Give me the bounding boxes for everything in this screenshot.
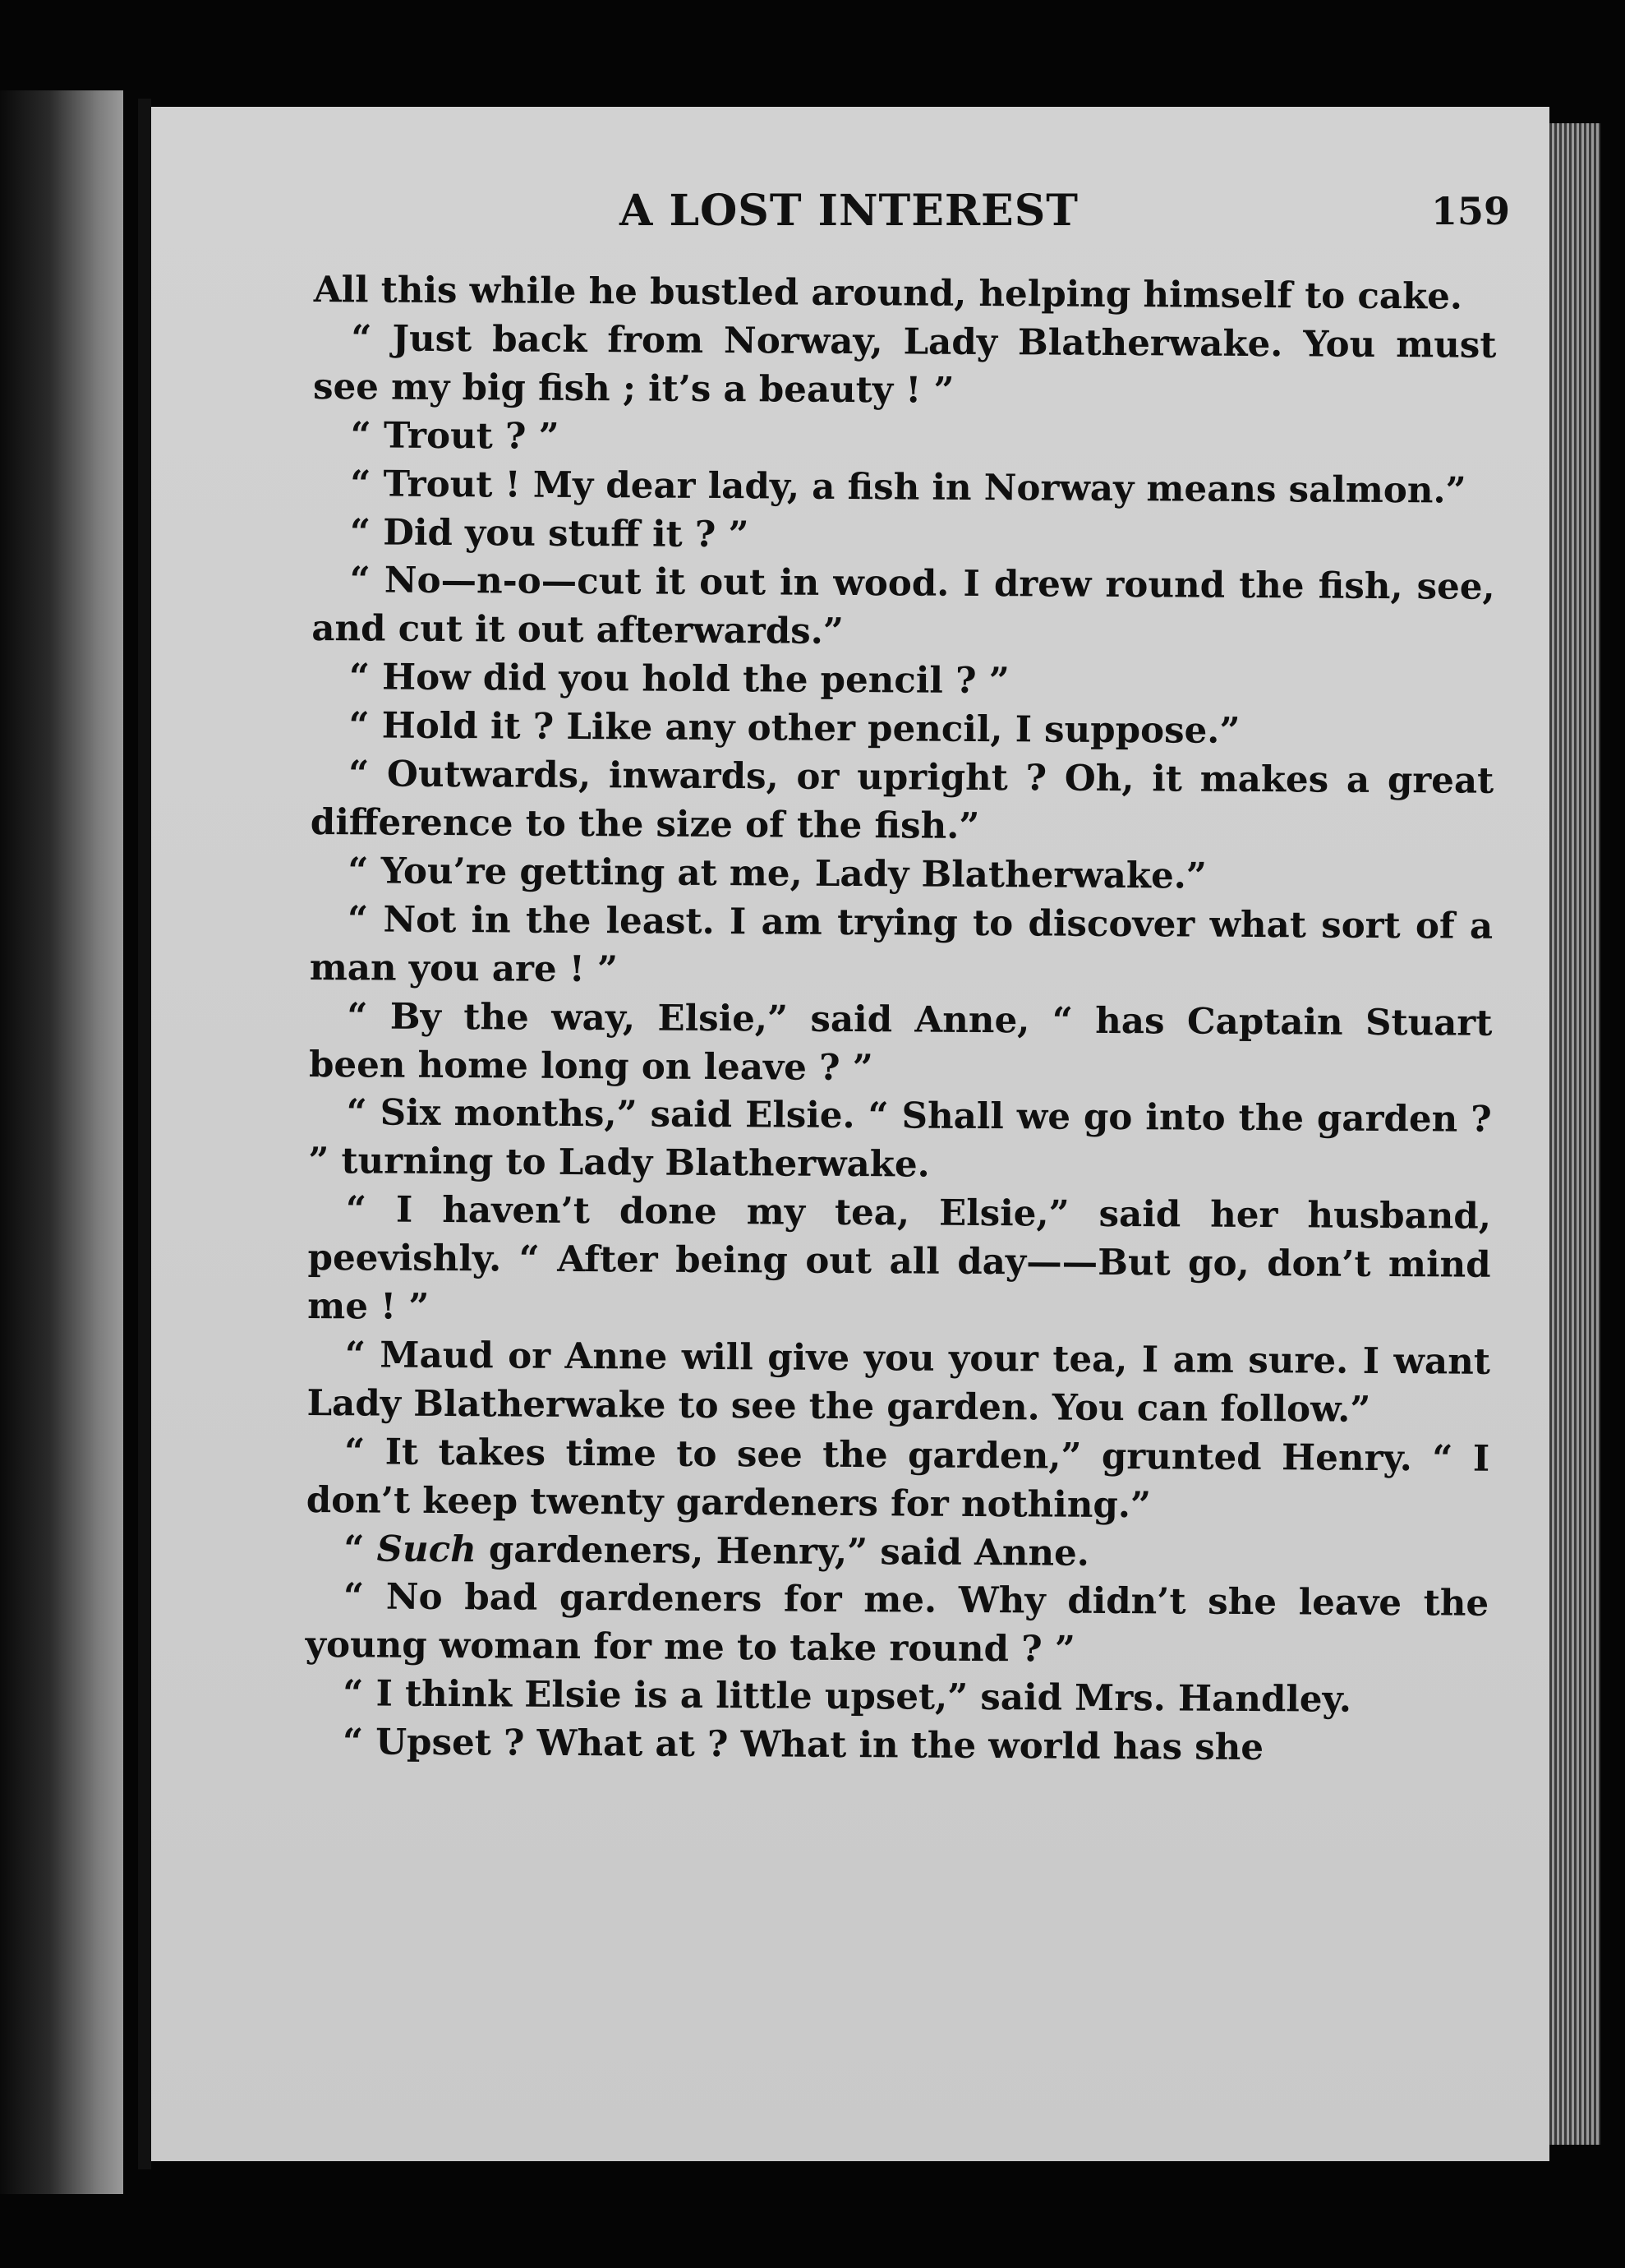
page-header — [151, 186, 1549, 251]
paragraph: “ No—n-o—cut it out in wood. I drew round the fish, see, and cut it out afterwards.” — [311, 559, 1495, 653]
paragraph: “ It takes time to see the garden,” grunted Henry. “ I don’t keep twenty gardeners for nothing.” — [306, 1431, 1490, 1526]
running-title: A LOST INTEREST — [619, 186, 1079, 236]
paragraph: “ No bad gardeners for me. Why didn’t she leave the young woman for me to take round ? ” — [305, 1575, 1489, 1671]
book-spine-shadow — [138, 99, 151, 2169]
italic-emphasis: Such — [376, 1528, 476, 1570]
paragraph: “ Just back from Norway, Lady Blatherwake. You must see my big fish ; it’s a beauty ! ” — [312, 317, 1497, 412]
paragraph-text: gardeners, Henry,” said Anne. — [476, 1528, 1090, 1574]
paragraph: “ Upset ? What at ? What in the world has she — [342, 1721, 1264, 1769]
paragraph: “ Not in the least. I am trying to discover what sort of a man you are ! ” — [309, 898, 1494, 990]
paragraph: “ By the way, Elsie,” said Anne, “ has Captain Stuart been home long on leave ? ” — [308, 994, 1493, 1089]
paragraph-text: “ — [343, 1527, 377, 1570]
paragraph: “ Outwards, inwards, or upright ? Oh, it makes a great difference to the size of the fish.” — [310, 753, 1494, 847]
paragraph: “ I think Elsie is a little upset,” said Mrs. Handley. — [343, 1672, 1352, 1722]
body-text — [305, 266, 1497, 1774]
paragraph: “ Trout ? ” — [350, 413, 559, 458]
page-stack-edge — [1549, 123, 1600, 2145]
paragraph: “ How did you hold the pencil ? ” — [348, 656, 1010, 703]
book-page — [151, 107, 1549, 2161]
paragraph: “ You’re getting at me, Lady Blatherwake.” — [348, 850, 1208, 897]
page-number: 159 — [1430, 189, 1510, 233]
paragraph — [306, 1525, 1489, 1581]
paragraph: “ Six months,” said Elsie. “ Shall we go into the garden ? ” turning to Lady Blatherwake. — [308, 1091, 1492, 1186]
paragraph: All this while he bustled around, helping himself to cake. — [313, 268, 1463, 318]
previous-page-edge — [0, 90, 123, 2194]
paragraph: “ Did you stuff it ? ” — [349, 510, 749, 555]
paragraph: “ Hold it ? Like any other pencil, I suppose.” — [348, 704, 1241, 753]
paragraph: “ Trout ! My dear lady, a fish in Norway means salmon.” — [350, 462, 1466, 512]
paragraph: “ Maud or Anne will give you your tea, I am sure. I want Lady Blatherwake to see the garden. You can follow.” — [306, 1334, 1491, 1431]
paragraph: “ I haven’t done my tea, Elsie,” said her husband, peevishly. “ After being out all day——But go, don’t mind me ! ” — [307, 1188, 1492, 1328]
